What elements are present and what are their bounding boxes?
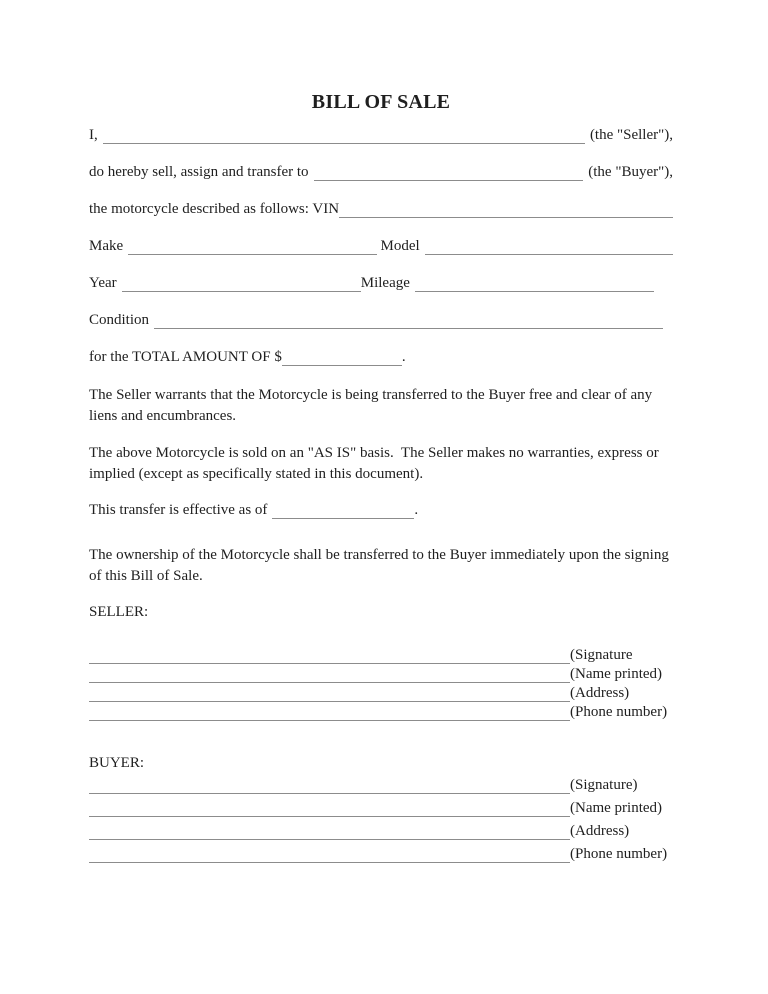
mileage-label: Mileage bbox=[360, 275, 410, 291]
condition-label: Condition bbox=[89, 312, 150, 328]
buyer-name-blank[interactable] bbox=[314, 162, 584, 181]
buyer-phone-row bbox=[89, 843, 673, 866]
model-blank[interactable] bbox=[425, 236, 673, 255]
buyer-name-printed-blank[interactable] bbox=[89, 797, 570, 817]
paragraph-as-is: The above Motorcycle is sold on an "AS IS" basis. The Seller makes no warranties, express or implied (except as specifically stated in this document). bbox=[89, 445, 663, 482]
seller-address-blank[interactable] bbox=[89, 684, 570, 702]
effective-date-prefix: This transfer is effective as of bbox=[89, 502, 268, 518]
make-blank[interactable] bbox=[128, 236, 376, 255]
seller-name-blank[interactable] bbox=[103, 125, 585, 144]
buyer-section-heading: BUYER: bbox=[89, 755, 145, 771]
seller-phone-row bbox=[89, 703, 673, 722]
buyer-name-line bbox=[89, 162, 673, 183]
total-amount-prefix: for the TOTAL AMOUNT OF $ bbox=[89, 349, 282, 365]
buyer-party-suffix: (the "Buyer"), bbox=[588, 164, 673, 180]
buyer-address-blank[interactable] bbox=[89, 820, 570, 840]
buyer-address-label: (Address) bbox=[570, 823, 630, 839]
seller-phone-label: (Phone number) bbox=[570, 704, 668, 720]
total-amount-suffix: . bbox=[401, 349, 406, 365]
paragraph-warranty: The Seller warrants that the Motorcycle is being transferred to the Buyer free and clear of any liens and encumbrances. bbox=[89, 387, 656, 424]
seller-name-printed-label: (Name printed) bbox=[570, 666, 663, 682]
page-title: BILL OF SALE bbox=[311, 91, 451, 113]
vin-line bbox=[89, 199, 673, 220]
effective-date-line bbox=[89, 500, 673, 521]
seller-address-label: (Address) bbox=[570, 685, 630, 701]
effective-date-blank[interactable] bbox=[272, 500, 414, 519]
year-label: Year bbox=[89, 275, 117, 291]
total-amount-blank[interactable] bbox=[282, 347, 402, 366]
buyer-name-prefix: do hereby sell, assign and transfer to bbox=[89, 164, 309, 180]
mileage-blank[interactable] bbox=[415, 273, 654, 292]
seller-signature-blank[interactable] bbox=[89, 646, 570, 664]
seller-section-heading: SELLER: bbox=[89, 604, 149, 620]
seller-phone-blank[interactable] bbox=[89, 703, 570, 721]
seller-name-printed-blank[interactable] bbox=[89, 665, 570, 683]
seller-party-suffix: (the "Seller"), bbox=[589, 127, 673, 143]
total-amount-line bbox=[89, 347, 673, 368]
seller-signature-label: (Signature bbox=[570, 647, 633, 663]
buyer-phone-label: (Phone number) bbox=[570, 846, 668, 862]
model-label: Model bbox=[380, 238, 420, 254]
make-label: Make bbox=[89, 238, 124, 254]
seller-address-row bbox=[89, 684, 673, 703]
seller-signature-row bbox=[89, 646, 673, 665]
condition-blank[interactable] bbox=[154, 310, 663, 329]
buyer-address-row bbox=[89, 820, 673, 843]
vin-blank[interactable] bbox=[339, 199, 673, 218]
year-mileage-line bbox=[89, 273, 673, 294]
make-model-line bbox=[89, 236, 673, 257]
effective-date-suffix: . bbox=[414, 502, 419, 518]
buyer-signature-label: (Signature) bbox=[570, 777, 638, 793]
seller-signature-block bbox=[89, 646, 673, 722]
paragraph-ownership: The ownership of the Motorcycle shall be transferred to the Buyer immediately upon the signing of this Bill of Sale. bbox=[89, 547, 673, 584]
buyer-name-printed-label: (Name printed) bbox=[570, 800, 663, 816]
buyer-signature-row bbox=[89, 774, 673, 797]
seller-name-line bbox=[89, 125, 673, 146]
condition-line bbox=[89, 310, 673, 331]
year-blank[interactable] bbox=[122, 273, 361, 292]
buyer-phone-blank[interactable] bbox=[89, 843, 570, 863]
seller-name-prefix: I, bbox=[89, 127, 98, 143]
vin-prefix: the motorcycle described as follows: VIN bbox=[89, 201, 340, 217]
buyer-signature-blank[interactable] bbox=[89, 774, 570, 794]
buyer-name-printed-row bbox=[89, 797, 673, 820]
seller-name-printed-row bbox=[89, 665, 673, 684]
buyer-signature-block bbox=[89, 774, 673, 866]
